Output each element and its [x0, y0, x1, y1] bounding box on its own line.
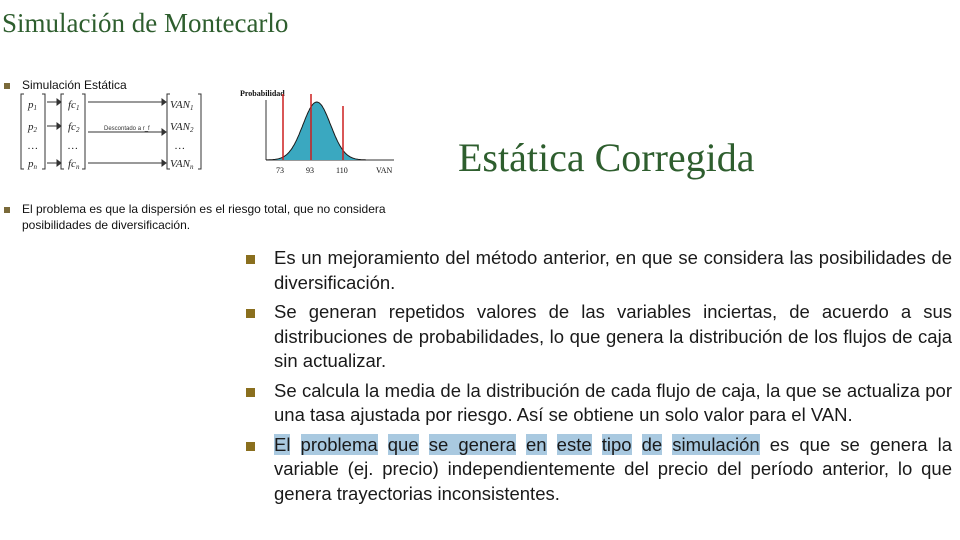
- slide-subtitle: Estática Corregida: [458, 135, 755, 180]
- diagram-van1: VAN1: [170, 99, 194, 112]
- diagram-p1: p1: [28, 99, 37, 112]
- tick-93: 93: [306, 166, 314, 175]
- diagram-p2: p2: [28, 121, 37, 134]
- chart-xlabel: VAN: [376, 166, 393, 175]
- bullet-text: [547, 434, 557, 455]
- bullet-text: Se generan repetidos valores de las variables inciertas, de acuerdo a sus distribuciones de probabilidades, lo que genera la distribución de los flujos de caja sin actualizar.: [274, 301, 952, 371]
- bullet-marker: [246, 442, 255, 451]
- bullet-text: [662, 434, 672, 455]
- diagram-fc2: fc2: [68, 121, 80, 134]
- distribution-area: [266, 102, 366, 160]
- bullet-text: es que se genera la variable (ej. precio) independientemente del precio del período anterior, lo que genera trayectorias inconsistentes.: [274, 433, 952, 504]
- bullet-problema-line2: posibilidades de diversificación.: [22, 218, 191, 232]
- diagram-van2: VAN2: [170, 121, 194, 134]
- bullet-marker: [4, 207, 10, 213]
- highlighted-text: simulación: [672, 433, 760, 455]
- diagram-arrow-label: Descontado a r_f: [104, 126, 150, 132]
- bullet-text: [290, 434, 300, 455]
- slide-title: Simulación de Montecarlo: [2, 8, 289, 38]
- main-bullet: [244, 433, 952, 507]
- highlighted-text: este: [556, 433, 592, 455]
- diagram-pn: pn: [28, 158, 37, 171]
- main-bullet: [244, 379, 952, 428]
- highlighted-text: El: [274, 433, 291, 455]
- bullet-text: [378, 434, 388, 455]
- bullet-marker: [246, 255, 255, 264]
- bullet-marker: [246, 309, 255, 318]
- tick-73: 73: [276, 166, 284, 175]
- bullet-text: [632, 434, 642, 455]
- tick-110: 110: [336, 166, 348, 175]
- highlighted-text: problema: [300, 433, 378, 455]
- bullet-text: [516, 434, 526, 455]
- bullet-text: Se calcula la media de la distribución de cada flujo de caja, la que se actualiza por una tasa ajustada por riesgo. Así se obtiene un solo valor para el VAN.: [274, 379, 952, 425]
- diagram-fcn: fcn: [68, 158, 80, 171]
- diagram-fc-ellipsis: …: [68, 140, 78, 152]
- highlighted-text: se genera: [428, 433, 516, 455]
- bullet-marker: [4, 83, 10, 89]
- highlighted-text: en: [526, 433, 547, 455]
- bullet-problema-line1: El problema es que la dispersión es el riesgo total, que no considera: [22, 202, 386, 216]
- main-bullet-list: [244, 246, 952, 511]
- bullet-text: [592, 434, 602, 455]
- diagram-fc1: fc1: [68, 99, 80, 112]
- highlighted-text: tipo: [601, 433, 632, 455]
- bullet-text: [419, 434, 429, 455]
- main-bullet: [244, 300, 952, 374]
- highlighted-text: de: [641, 433, 663, 455]
- probability-chart: [236, 84, 406, 178]
- diagram-vann: VANn: [170, 158, 194, 171]
- bullet-simulacion-estatica: Simulación Estática: [22, 78, 127, 92]
- bullet-text: Es un mejoramiento del método anterior, en que se considera las posibilidades de diversificación.: [274, 247, 952, 293]
- bullet-marker: [246, 388, 255, 397]
- chart-ylabel: Probabilidad: [240, 89, 285, 98]
- diagram-van-ellipsis: …: [175, 140, 185, 152]
- diagram-p-ellipsis: …: [28, 140, 38, 152]
- main-bullet: [244, 246, 952, 295]
- simulation-diagram: [20, 92, 210, 172]
- highlighted-text: que: [387, 433, 419, 455]
